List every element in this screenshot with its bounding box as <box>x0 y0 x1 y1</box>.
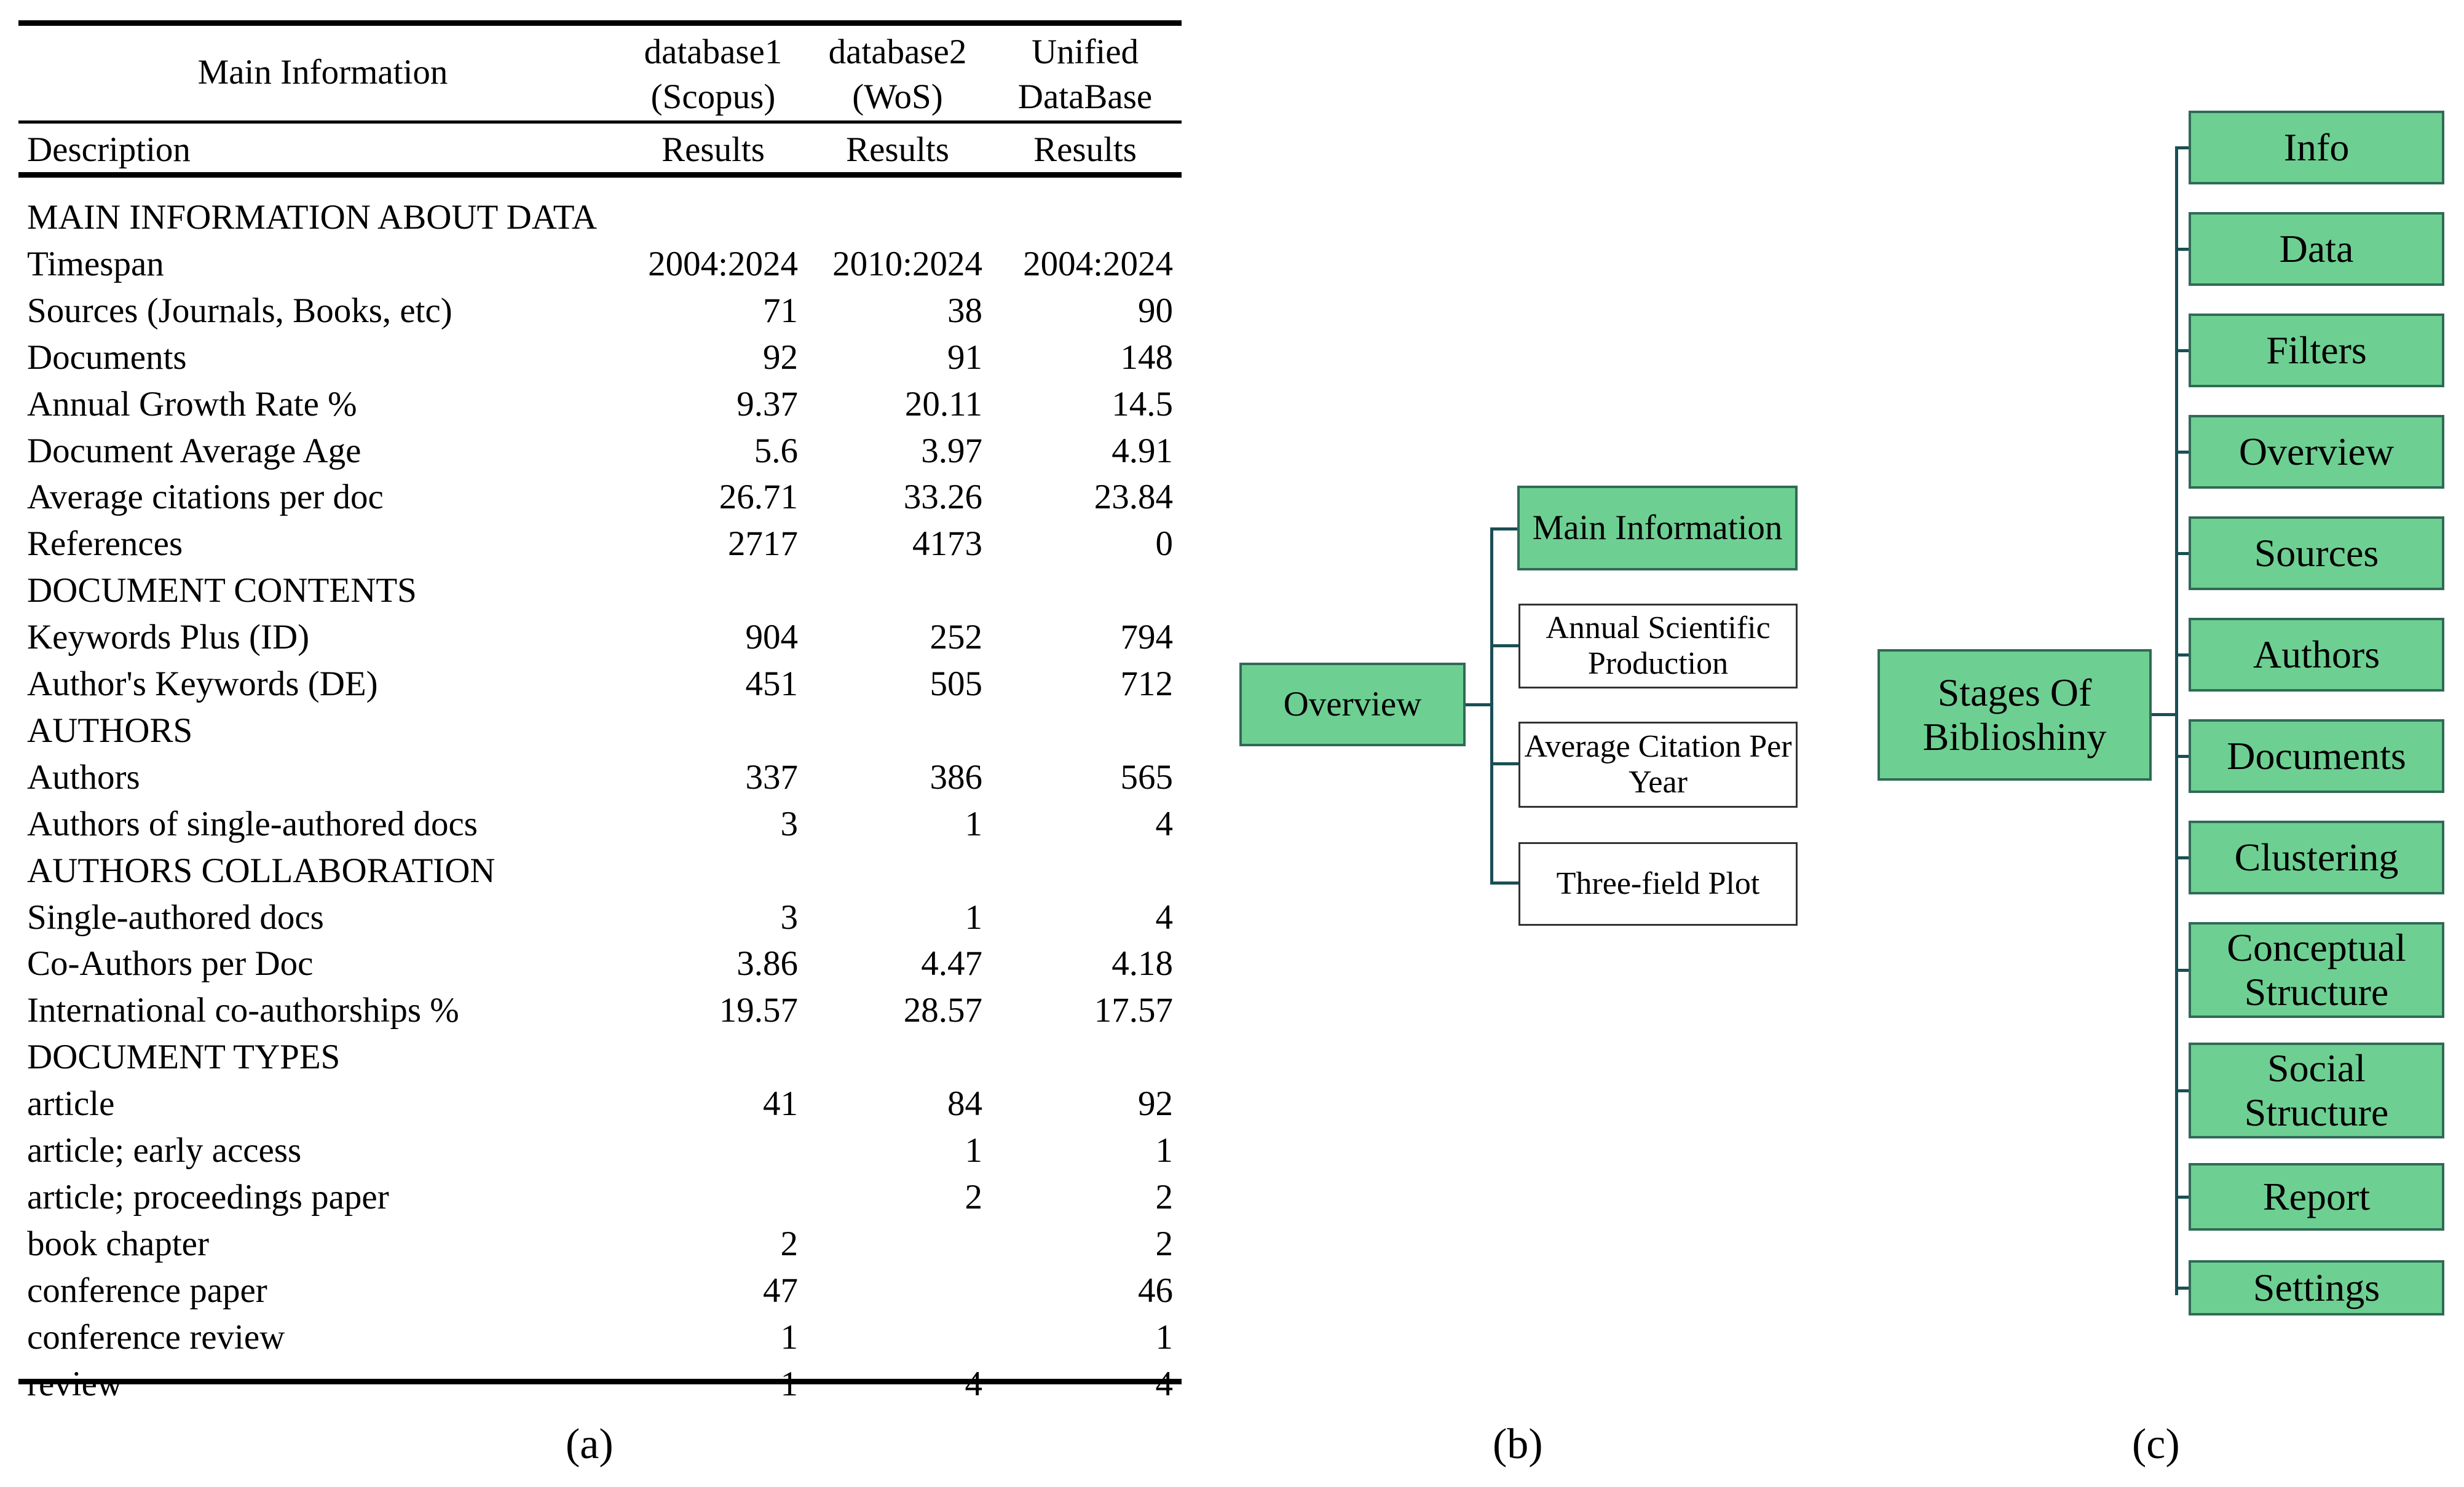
row-value-v3: 0 <box>1155 524 1173 563</box>
header-rule <box>18 120 1182 124</box>
stage-label: Filters <box>2266 328 2367 372</box>
stage-label: Report <box>2262 1175 2371 1218</box>
stage-label: Authors <box>2253 633 2380 676</box>
row-value-v1: 1 <box>780 1318 798 1357</box>
row-value-v1: 3 <box>780 898 798 937</box>
header-database2-line1: database2 <box>828 33 967 71</box>
row-label: Authors of single-authored docs <box>27 805 478 843</box>
row-value-v2: 3.97 <box>921 432 982 470</box>
row-value-v3: 2004:2024 <box>1023 245 1173 283</box>
row-label: References <box>27 524 183 563</box>
row-value-v2: 33.26 <box>903 478 982 516</box>
row-value-v1: 9.37 <box>736 385 798 424</box>
row-value-v2 <box>805 1361 982 1408</box>
row-value-v3 <box>990 1361 1173 1408</box>
stage-box-conceptual-structure <box>2189 922 2444 1018</box>
row-label: Annual Growth Rate % <box>27 385 357 424</box>
row-value-v2: 1 <box>965 805 982 843</box>
row-value-v2: 28.57 <box>903 991 982 1030</box>
overview-branch-4 <box>1490 882 1518 885</box>
row-label: Authors <box>27 758 140 797</box>
row-value-v2: 386 <box>930 758 982 797</box>
row-value-v3: 565 <box>1120 758 1173 797</box>
stage-box-social-structure <box>2189 1043 2444 1138</box>
row-value-v1: 47 <box>763 1271 798 1310</box>
header-database1-line1: database1 <box>644 33 783 71</box>
stages-spine <box>2175 146 2178 1295</box>
row-value-v1: 451 <box>745 665 798 703</box>
row-value-v3: 23.84 <box>1094 478 1173 516</box>
row-value-v1: 3 <box>780 805 798 843</box>
row-value-v2: 252 <box>930 618 982 657</box>
row-value-v1: 19.57 <box>719 991 798 1030</box>
row-value-v3: 92 <box>1138 1084 1173 1123</box>
stage-label: Info <box>2283 125 2350 169</box>
overview-child-label: Average Citation Per Year <box>1524 729 1792 800</box>
stage-label: Documents <box>2227 734 2406 778</box>
overview-child-average-citation-per-year <box>1518 722 1798 808</box>
overview-child-three-field-plot <box>1518 842 1798 926</box>
table-bottom-rule <box>18 1379 1182 1384</box>
row-value-v2: 2010:2024 <box>832 245 982 283</box>
row-label: International co-authorships % <box>27 991 459 1030</box>
panel-label-c: (c) <box>2132 1421 2180 1468</box>
overview-spine <box>1490 529 1493 884</box>
stage-label: Clustering <box>2234 835 2399 879</box>
row-label: conference review <box>27 1318 285 1357</box>
row-label: Sources (Journals, Books, etc) <box>27 291 452 330</box>
row-value-v2: 91 <box>947 338 982 377</box>
header-database1-line2: (Scopus) <box>650 77 776 116</box>
header-database2-line2: (WoS) <box>852 77 943 116</box>
row-label: Document Average Age <box>27 432 361 470</box>
stages-root-box <box>1878 649 2152 781</box>
row-value-v2: 4173 <box>912 524 982 563</box>
row-value-v2: 505 <box>930 665 982 703</box>
row-value-v1: 26.71 <box>719 478 798 516</box>
stage-box-clustering <box>2189 821 2444 894</box>
stage-box-info <box>2189 111 2444 184</box>
row-label: Documents <box>27 338 187 377</box>
row-label: Single-authored docs <box>27 898 324 937</box>
table-top-rule <box>18 20 1182 26</box>
panel-label-a: (a) <box>566 1421 614 1468</box>
overview-branch-2 <box>1490 644 1518 647</box>
row-label: Co-Authors per Doc <box>27 944 314 983</box>
row-value-v2: 38 <box>947 291 982 330</box>
row-value-v3: 14.5 <box>1112 385 1173 424</box>
overview-branch-3 <box>1490 762 1518 765</box>
stage-box-documents <box>2189 719 2444 793</box>
row-label: MAIN INFORMATION ABOUT DATA <box>27 198 598 237</box>
stages-root-connector <box>2152 713 2176 716</box>
stage-box-overview <box>2189 415 2444 489</box>
overview-root-label: Overview <box>1283 685 1422 724</box>
row-value-v1: 337 <box>745 758 798 797</box>
row-label: article; early access <box>27 1131 302 1170</box>
stage-box-report <box>2189 1163 2444 1231</box>
row-label: Average citations per doc <box>27 478 384 516</box>
row-value-v3: 1 <box>1155 1131 1173 1170</box>
subheader-rule <box>18 172 1182 178</box>
stage-box-data <box>2189 212 2444 286</box>
row-label: AUTHORS COLLABORATION <box>27 851 496 890</box>
row-value-v3: 2 <box>1155 1178 1173 1217</box>
overview-child-label: Annual Scientific Production <box>1546 610 1771 681</box>
row-value-v3: 46 <box>1138 1271 1173 1310</box>
row-label: Timespan <box>27 245 164 283</box>
overview-root-box <box>1239 663 1466 746</box>
row-label <box>27 1361 122 1408</box>
header-unified-line2: DataBase <box>1017 77 1153 116</box>
stage-label: Conceptual Structure <box>2227 926 2406 1014</box>
subheader-results-3: Results <box>1033 130 1137 169</box>
row-value-v1: 71 <box>763 291 798 330</box>
stage-label: Social Structure <box>2244 1046 2389 1134</box>
stages-root-label: Stages Of Biblioshiny <box>1922 671 2107 759</box>
row-label: article; proceedings paper <box>27 1178 389 1217</box>
row-value-v3: 90 <box>1138 291 1173 330</box>
row-label: book chapter <box>27 1225 209 1263</box>
header-unified-line1: Unified <box>1031 33 1139 71</box>
subheader-results-1: Results <box>661 130 765 169</box>
stage-box-settings <box>2189 1260 2444 1315</box>
subheader-results-2: Results <box>846 130 949 169</box>
header-main-information: Main Information <box>197 53 448 92</box>
row-value-v3: 4.18 <box>1112 944 1173 983</box>
overview-branch-1 <box>1490 527 1518 531</box>
row-value-v3: 712 <box>1120 665 1173 703</box>
row-value-v2: 4.47 <box>921 944 982 983</box>
row-value-v2: 20.11 <box>904 385 982 424</box>
row-label: DOCUMENT TYPES <box>27 1038 341 1076</box>
row-value-v3: 1 <box>1155 1318 1173 1357</box>
row-value-v3: 794 <box>1120 618 1173 657</box>
row-label: Author's Keywords (DE) <box>27 665 378 703</box>
row-value-v2: 1 <box>965 898 982 937</box>
overview-child-annual-scientific-production <box>1518 604 1798 688</box>
stage-label: Overview <box>2238 430 2395 473</box>
row-value-v3: 4 <box>1155 898 1173 937</box>
overview-child-main-information <box>1517 486 1798 570</box>
subheader-description: Description <box>27 130 191 169</box>
row-value-v3: 148 <box>1120 338 1173 377</box>
row-value-v1: 2004:2024 <box>648 245 798 283</box>
row-value-v3: 4 <box>1155 805 1173 843</box>
overview-root-connector <box>1466 703 1491 706</box>
row-value-v1: 41 <box>763 1084 798 1123</box>
panel-label-b: (b) <box>1493 1421 1543 1468</box>
row-value-v2: 1 <box>965 1131 982 1170</box>
stage-box-authors <box>2189 618 2444 692</box>
row-value-v3: 4.91 <box>1112 432 1173 470</box>
row-label: AUTHORS <box>27 711 193 750</box>
row-value-v1: 2 <box>780 1225 798 1263</box>
stage-box-filters <box>2189 314 2444 387</box>
row-value-v1: 904 <box>745 618 798 657</box>
row-value-v2: 2 <box>965 1178 982 1217</box>
row-value-v1 <box>621 1361 798 1408</box>
stage-label: Data <box>2279 227 2354 270</box>
stage-label: Sources <box>2254 531 2379 575</box>
row-label: DOCUMENT CONTENTS <box>27 571 417 610</box>
row-value-v1: 92 <box>763 338 798 377</box>
row-value-v1: 2717 <box>728 524 798 563</box>
row-value-v2: 84 <box>947 1084 982 1123</box>
overview-child-label: Three-field Plot <box>1556 866 1760 901</box>
row-label: article <box>27 1084 115 1123</box>
overview-child-label: Main Information <box>1532 508 1783 547</box>
stage-label: Settings <box>2253 1266 2380 1309</box>
row-value-v3: 17.57 <box>1094 991 1173 1030</box>
stage-box-sources <box>2189 516 2444 590</box>
row-value-v1: 3.86 <box>736 944 798 983</box>
row-label: conference paper <box>27 1271 267 1310</box>
row-label: Keywords Plus (ID) <box>27 618 310 657</box>
row-value-v1: 5.6 <box>754 432 798 470</box>
row-value-v3: 2 <box>1155 1225 1173 1263</box>
